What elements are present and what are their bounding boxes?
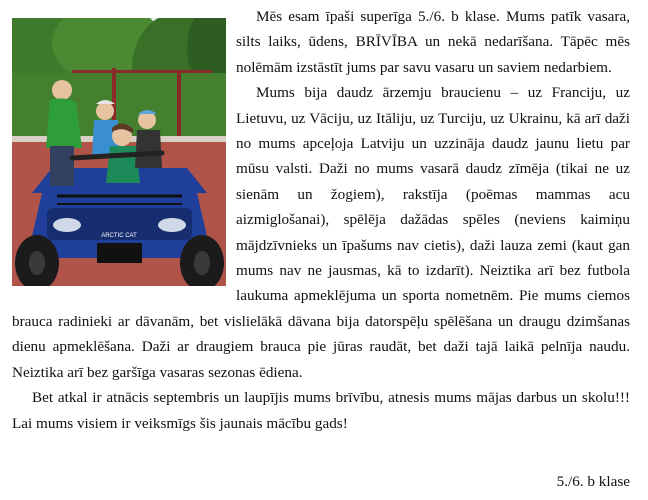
article-signature: 5./6. b klase	[556, 473, 630, 490]
article-paragraph: Bet atkal ir atnācis septembris un laupījis mums brīvību, atnesis mums mājas darbus un skolu!!! Lai mums visiem ir veiksmīgs šis jaunais mācību gads!	[12, 389, 630, 432]
article-paragraph: Mums bija daudz ārzemju braucienu – uz Franciju, uz Lietuvu, uz Vāciju, uz Itāliju, uz Turciju, uz Ukrainu, kā arī daži no mums apceļoja Latviju un uzzināja daudz jaunu lietu par mūsu valsti. Daži no mums vasarā daudz zīmēja (tikai ne uz sienām un žogiem), rakstīja (poēmas mammas acu aizmiglošanai), spēlēja dažādas spēles (neviens kaimiņu mājdzīvnieks un īpašums nav cietis), daži lauza zemi (kaut gan mums nav ne jausmas, kā to izdarīt). Neiztika arī bez futbola laukuma apmeklējuma un sporta nometnēm. Pie mums ciemos brauca radinieki ar dāvanām, bet vislielākā dāvana bija datorspēļu spēlēšana un draugu dzimšanas dienu apmeklēšana. Daži ar draugiem brauca pie jūras raudāt, bet daži tajā laikā pelnīja naudu. Neiztika arī bez garšīga vasaras sezonas ēdiena.	[12, 84, 630, 381]
quad-brand-label: ARCTIC CAT	[101, 233, 137, 239]
article-paragraph: Mēs esam īpaši superīga 5./6. b klase. Mums patīk vasara, silts laiks, ūdens, BRĪVĪBA un nekā nedarīšana. Tāpēc mēs nolēmām izstāstīt jums par savu vasaru un saviem nedarbiem.	[236, 8, 630, 76]
article-body	[12, 4, 630, 436]
photo-float-spacer	[12, 4, 236, 304]
